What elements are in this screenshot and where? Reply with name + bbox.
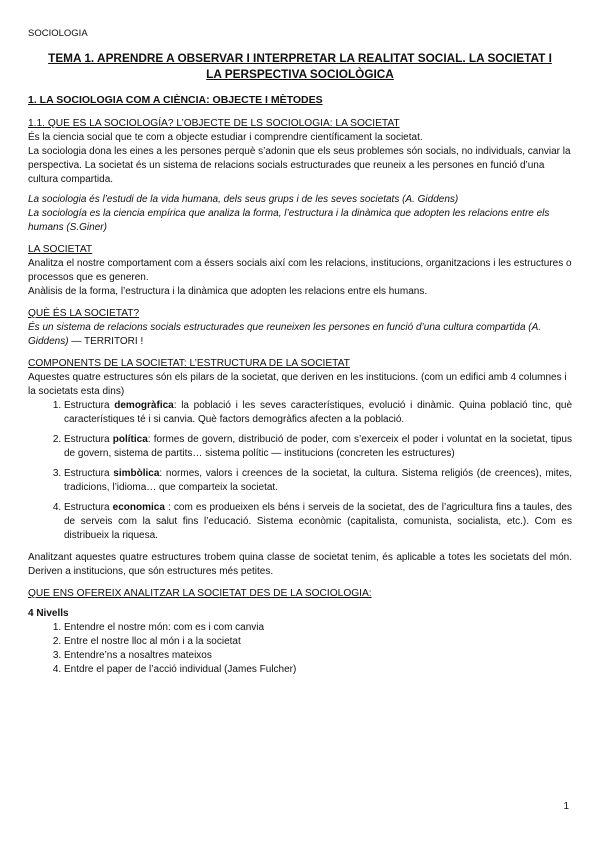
paragraph-components-outro: Analitzant aquestes quatre estructures trobem quina classe de societat tenim, és aplicable a totes les societats del món. Deriven a institucions, que són estructures més petites. [28,552,572,577]
paragraph-societat-1: Analitza el nostre comportament com a éssers socials així com les relacions, institucions, organitzacions i les estructures o processos que es generen. [28,258,572,283]
heading-la-societat: LA SOCIETAT [28,244,93,255]
section-heading-1: 1. LA SOCIOLOGIA COM A CIÈNCIA: OBJECTE I MÈTODES [28,94,323,106]
list-item: 2. Entre el nostre lloc al món i a la societat [64,635,572,649]
subsection-heading-1-1: 1.1. QUE ES LA SOCIOLOGÍA? L’OBJECTE DE LS SOCIOLOGIA: LA SOCIETAT [28,118,400,129]
heading-analisi: QUE ENS OFEREIX ANALITZAR LA SOCIETAT DES DE LA SOCIOLOGIA: [28,588,372,599]
list-item: 4. Entdre el paper de l’acció individual (James Fulcher) [64,663,572,677]
que-es-territori: — TERRITORI ! [68,336,144,347]
list-item: 3. Entendre’ns a nosaltres mateixos [64,649,572,663]
document-page [28,28,572,677]
levels-list [28,621,572,677]
structures-list [28,399,572,543]
heading-components: COMPONENTS DE LA SOCIETAT: L’ESTRUCTURA DE LA SOCIETAT [28,358,350,369]
levels-title: 4 Nivells [28,608,69,619]
paragraph-sociology-tools: La sociologia dona les eines a les persones perquè s’adonin que els seus problemes són socials, no individuals, canviar la perspectiva. La societat és un sistema de relacions socials estructurades que reuneix a les persones en funció d’una cultura compartida. [28,146,571,185]
list-item-simbolica: 3. Estructura simbòlica: normes, valors i creences de la societat, la cultura. Sistema religiós (de creences), mites, tradicions, l’idioma… que comparteix la societat. [64,467,572,495]
quote-giner: La sociología es la ciencia empírica que analiza la forma, l’estructura i la dinàmica que adopten les relacions entre els humans (S.Giner) [28,208,550,233]
paragraph-que-es [28,321,572,349]
que-es-definition: És un sistema de relacions socials estructurades que reuneixen les persones en funció d’una cultura compartida (A. Giddens) [28,322,542,347]
heading-que-es-societat: QUÈ ÉS LA SOCIETAT? [28,308,140,319]
list-item: 1. Entendre el nostre món: com es i com canvia [64,621,572,635]
quote-giddens: La sociologia és l’estudi de la vida humana, dels seus grups i de les seves societats (A. Giddens) [28,194,459,205]
list-item-politica: 2. Estructura política: formes de govern, distribució de poder, com s’exerceix el poder i voluntat en la societat, tipus de govern, sistema de partits… sistema polític — institucions (concreten les estructures) [64,433,572,461]
page-number: 1 [563,801,569,812]
paragraph-components-intro: Aquestes quatre estructures són els pilars de la societat, que deriven en les institucions. (com un edifici amb 4 columnes i la societats esta dins) [28,372,567,397]
paragraph-societat-2: Anàlisis de la forma, l’estructura i la dinàmica que adopten les relacions entre els humans. [28,286,428,297]
document-title: TEMA 1. APRENDRE A OBSERVAR I INTERPRETAR LA REALITAT SOCIAL. LA SOCIETAT I LA PERSPECTIVA SOCIOLÒGICA [48,51,552,81]
page-header: SOCIOLOGIA [28,28,88,39]
list-item-economica: 4. Estructura economica : com es produeixen els béns i serveis de la societat, des de l’agricultura fins a taules, des de serveis com la salut fins l’educació. Sistema econòmic (capitalista, comunista, socialista, etc.). Com es distribueix la riquesa. [64,501,572,543]
list-item-demografica: 1. Estructura demogràfica: la població i les seves característiques, evolució i dinàmic. Quina població tinc, què característiques té i si canvia. Què factors demogràfics afecten a la població. [64,399,572,427]
paragraph-definition: És la ciencia social que te com a objecte estudiar i comprendre científicament la societat. [28,132,423,143]
